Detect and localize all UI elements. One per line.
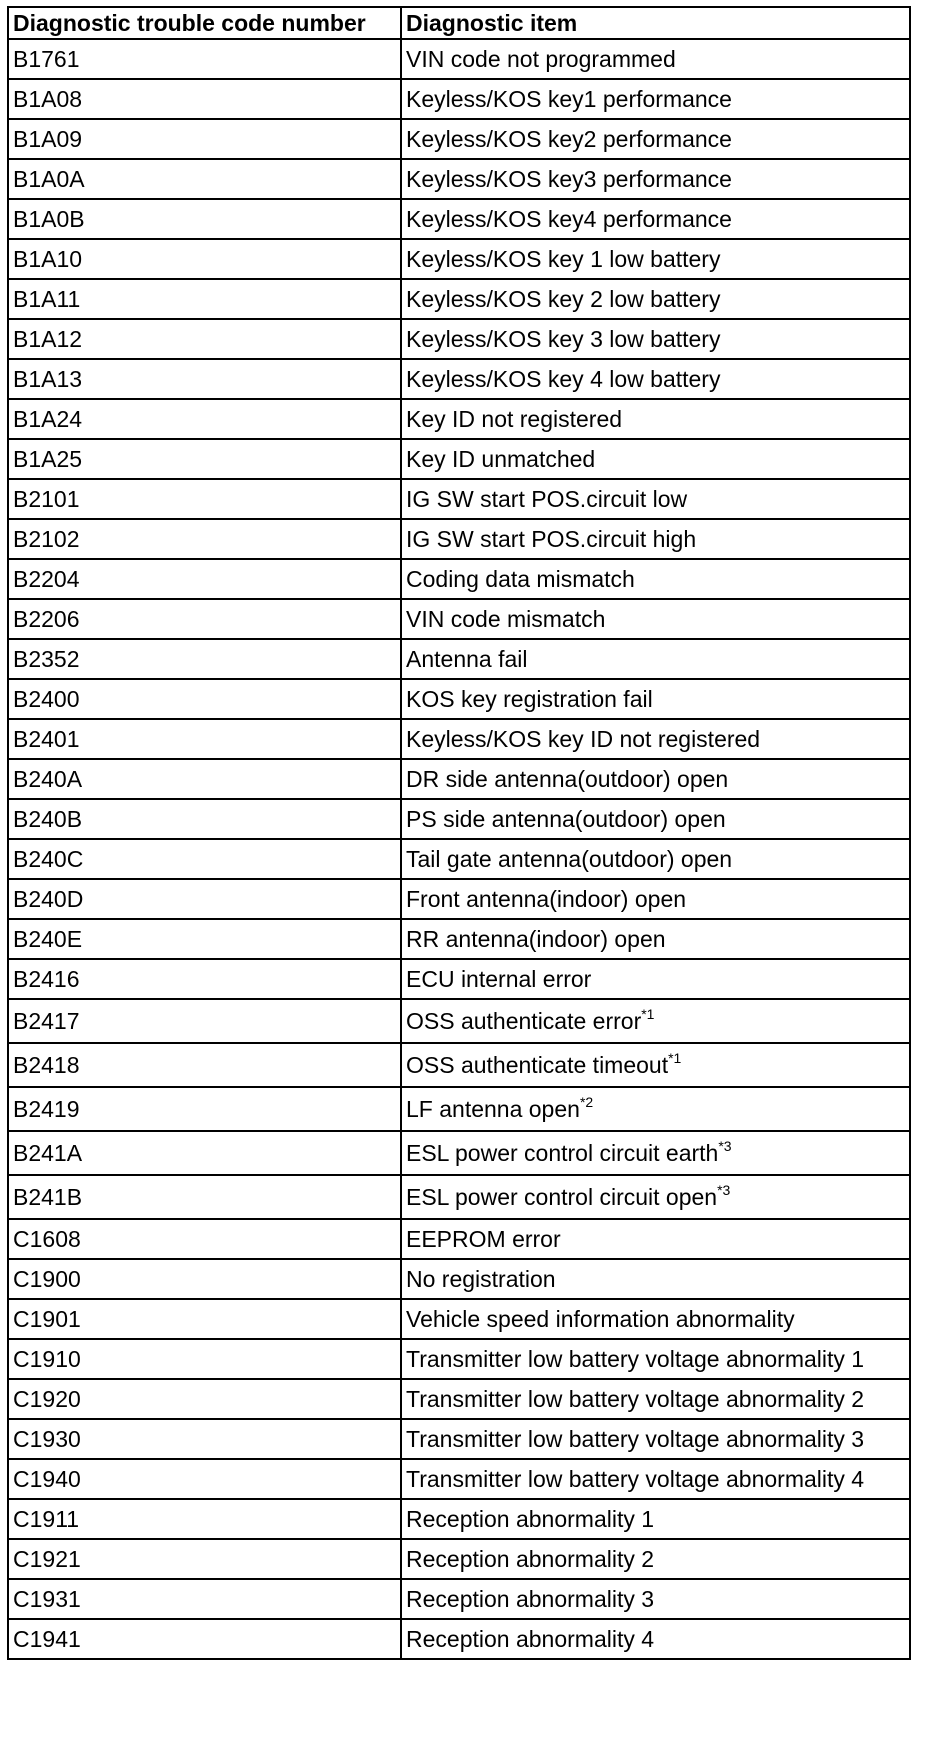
diagnostic-item-text: Keyless/KOS key 2 low battery [406, 285, 721, 312]
table-row [8, 159, 910, 199]
diagnostic-item-cell [401, 1259, 910, 1299]
dtc-code-cell: B1A0A [8, 159, 401, 199]
dtc-code-cell: B2400 [8, 679, 401, 719]
diagnostic-item-text: Transmitter low battery voltage abnormality 3 [406, 1425, 865, 1452]
table-row [8, 519, 910, 559]
diagnostic-item-cell [401, 1499, 910, 1539]
table-row [8, 359, 910, 399]
diagnostic-item-text: DR side antenna(outdoor) open [406, 765, 729, 792]
table-row [8, 1539, 910, 1579]
footnote-marker: *3 [718, 1137, 732, 1154]
diagnostic-item-text: Vehicle speed information abnormality [406, 1305, 795, 1332]
diagnostic-item-cell [401, 1419, 910, 1459]
dtc-code-cell: B1A24 [8, 399, 401, 439]
dtc-code-cell: C1901 [8, 1299, 401, 1339]
diagnostic-item-text: KOS key registration fail [406, 685, 653, 712]
diagnostic-item-cell [401, 439, 910, 479]
diagnostic-item-text: Keyless/KOS key4 performance [406, 205, 732, 232]
dtc-code-cell: B2102 [8, 519, 401, 559]
dtc-code-cell: C1931 [8, 1579, 401, 1619]
diagnostic-item-cell [401, 399, 910, 439]
table-row [8, 759, 910, 799]
dtc-code-cell: B240C [8, 839, 401, 879]
table-body [8, 39, 910, 1659]
diagnostic-item-cell [401, 159, 910, 199]
dtc-code-cell: B240E [8, 919, 401, 959]
table-row [8, 199, 910, 239]
diagnostic-item-cell [401, 319, 910, 359]
diagnostic-item-text: ECU internal error [406, 965, 592, 992]
table-row [8, 879, 910, 919]
diagnostic-item-cell [401, 39, 910, 79]
diagnostic-item-cell [401, 799, 910, 839]
diagnostic-item-text: PS side antenna(outdoor) open [406, 805, 726, 832]
diagnostic-item-cell [401, 1299, 910, 1339]
diagnostic-item-text: RR antenna(indoor) open [406, 925, 666, 952]
diagnostic-item-text: Keyless/KOS key 3 low battery [406, 325, 721, 352]
table-row [8, 479, 910, 519]
dtc-code-cell: B1761 [8, 39, 401, 79]
diagnostic-item-text: Transmitter low battery voltage abnormality 4 [406, 1465, 865, 1492]
diagnostic-item-text: Front antenna(indoor) open [406, 885, 687, 912]
footnote-marker: *3 [717, 1181, 731, 1198]
dtc-code-cell: B2204 [8, 559, 401, 599]
table-row [8, 1087, 910, 1131]
diagnostic-item-cell [401, 599, 910, 639]
table-row [8, 959, 910, 999]
table-row [8, 999, 910, 1043]
table-row [8, 679, 910, 719]
footnote-marker: *1 [641, 1005, 655, 1022]
table-row [8, 119, 910, 159]
diagnostic-item-cell [401, 519, 910, 559]
table-row [8, 839, 910, 879]
table-row [8, 639, 910, 679]
diagnostic-item-cell [401, 199, 910, 239]
diagnostic-item-cell [401, 879, 910, 919]
dtc-code-cell: B1A13 [8, 359, 401, 399]
dtc-code-cell: B2418 [8, 1043, 401, 1087]
table-row [8, 1579, 910, 1619]
diagnostic-item-text: Key ID not registered [406, 405, 623, 432]
table-row [8, 559, 910, 599]
table-row [8, 39, 910, 79]
dtc-code-cell: C1941 [8, 1619, 401, 1659]
diagnostic-item-cell [401, 1339, 910, 1379]
diagnostic-item-text: Transmitter low battery voltage abnormality 1 [406, 1345, 865, 1372]
table-row [8, 919, 910, 959]
diagnostic-item-text: EEPROM error [406, 1225, 561, 1252]
dtc-code-cell: B2419 [8, 1087, 401, 1131]
dtc-code-cell: B2401 [8, 719, 401, 759]
diagnostic-item-cell [401, 279, 910, 319]
table-row [8, 79, 910, 119]
dtc-code-cell: B2101 [8, 479, 401, 519]
diagnostic-item-cell [401, 479, 910, 519]
table-row [8, 319, 910, 359]
diagnostic-item-cell [401, 1579, 910, 1619]
diagnostic-item-cell [401, 1175, 910, 1219]
diagnostic-item-text: IG SW start POS.circuit low [406, 485, 688, 512]
dtc-code-cell: B2417 [8, 999, 401, 1043]
diagnostic-item-cell [401, 239, 910, 279]
diagnostic-item-text: Keyless/KOS key1 performance [406, 85, 732, 112]
dtc-code-cell: B240B [8, 799, 401, 839]
diagnostic-item-cell [401, 919, 910, 959]
table-row [8, 279, 910, 319]
diagnostic-item-cell [401, 1619, 910, 1659]
diagnostic-item-text: Keyless/KOS key ID not registered [406, 725, 761, 752]
dtc-code-cell: C1911 [8, 1499, 401, 1539]
table-row [8, 1619, 910, 1659]
dtc-code-cell: B241A [8, 1131, 401, 1175]
diagnostic-item-text: Key ID unmatched [406, 445, 596, 472]
diagnostic-item-text: OSS authenticate error [406, 1007, 642, 1034]
diagnostic-item-text: Keyless/KOS key 4 low battery [406, 365, 721, 392]
dtc-table [7, 6, 911, 1660]
diagnostic-item-cell [401, 639, 910, 679]
diagnostic-item-text: Reception abnormality 4 [406, 1625, 655, 1652]
diagnostic-item-cell [401, 839, 910, 879]
dtc-code-cell: C1900 [8, 1259, 401, 1299]
dtc-code-cell: C1910 [8, 1339, 401, 1379]
dtc-code-cell: C1920 [8, 1379, 401, 1419]
dtc-code-cell: B1A09 [8, 119, 401, 159]
dtc-code-cell: B2352 [8, 639, 401, 679]
diagnostic-item-text: VIN code mismatch [406, 605, 606, 632]
diagnostic-item-text: Transmitter low battery voltage abnormality 2 [406, 1385, 865, 1412]
dtc-code-cell: B2206 [8, 599, 401, 639]
table-row [8, 1131, 910, 1175]
diagnostic-item-text: LF antenna open [406, 1095, 580, 1122]
dtc-code-cell: B1A25 [8, 439, 401, 479]
dtc-code-cell: B1A11 [8, 279, 401, 319]
diagnostic-item-cell [401, 719, 910, 759]
dtc-code-cell: B1A12 [8, 319, 401, 359]
diagnostic-item-text: OSS authenticate timeout [406, 1051, 669, 1078]
diagnostic-item-text: Coding data mismatch [406, 565, 635, 592]
diagnostic-item-cell [401, 1459, 910, 1499]
footnote-marker: *1 [668, 1049, 682, 1066]
diagnostic-item-cell [401, 1379, 910, 1419]
diagnostic-item-text: Reception abnormality 2 [406, 1545, 655, 1572]
dtc-code-cell: B1A08 [8, 79, 401, 119]
diagnostic-item-text: ESL power control circuit open [406, 1183, 718, 1210]
diagnostic-item-cell [401, 119, 910, 159]
table-row [8, 1219, 910, 1259]
diagnostic-item-text: Antenna fail [406, 645, 528, 672]
diagnostic-item-cell [401, 1131, 910, 1175]
table-row [8, 1459, 910, 1499]
table-row [8, 1339, 910, 1379]
table-row [8, 1259, 910, 1299]
table-row [8, 1499, 910, 1539]
diagnostic-item-text: IG SW start POS.circuit high [406, 525, 697, 552]
table-row [8, 599, 910, 639]
diagnostic-item-cell [401, 79, 910, 119]
dtc-code-cell: B240D [8, 879, 401, 919]
diagnostic-item-text: No registration [406, 1265, 556, 1292]
dtc-code-cell: C1940 [8, 1459, 401, 1499]
diagnostic-item-text: VIN code not programmed [406, 45, 676, 72]
dtc-code-cell: C1930 [8, 1419, 401, 1459]
diagnostic-item-cell [401, 359, 910, 399]
table-row [8, 719, 910, 759]
diagnostic-item-cell [401, 759, 910, 799]
table-row [8, 439, 910, 479]
header-item: Diagnostic item [401, 7, 910, 39]
diagnostic-item-cell [401, 679, 910, 719]
table-row [8, 1043, 910, 1087]
diagnostic-item-cell [401, 1043, 910, 1087]
diagnostic-item-cell [401, 1219, 910, 1259]
diagnostic-item-text: Reception abnormality 1 [406, 1505, 655, 1532]
diagnostic-item-cell [401, 999, 910, 1043]
table-row [8, 799, 910, 839]
diagnostic-item-cell [401, 1539, 910, 1579]
header-code: Diagnostic trouble code number [8, 7, 401, 39]
table-row [8, 239, 910, 279]
table-row [8, 1175, 910, 1219]
dtc-code-cell: B1A10 [8, 239, 401, 279]
diagnostic-item-text: Keyless/KOS key 1 low battery [406, 245, 721, 272]
diagnostic-item-text: Keyless/KOS key2 performance [406, 125, 732, 152]
diagnostic-item-text: Reception abnormality 3 [406, 1585, 655, 1612]
dtc-code-cell: C1608 [8, 1219, 401, 1259]
table-header-row [8, 7, 910, 39]
table-row [8, 399, 910, 439]
diagnostic-item-cell [401, 1087, 910, 1131]
diagnostic-item-text: Keyless/KOS key3 performance [406, 165, 732, 192]
dtc-code-cell: B240A [8, 759, 401, 799]
table-row [8, 1299, 910, 1339]
diagnostic-item-cell [401, 559, 910, 599]
table-row [8, 1379, 910, 1419]
diagnostic-item-cell [401, 959, 910, 999]
dtc-code-cell: C1921 [8, 1539, 401, 1579]
dtc-code-cell: B1A0B [8, 199, 401, 239]
diagnostic-item-text: ESL power control circuit earth [406, 1139, 719, 1166]
footnote-marker: *2 [579, 1093, 594, 1110]
dtc-code-cell: B2416 [8, 959, 401, 999]
table-row [8, 1419, 910, 1459]
diagnostic-item-text: Tail gate antenna(outdoor) open [406, 845, 733, 872]
dtc-code-cell: B241B [8, 1175, 401, 1219]
